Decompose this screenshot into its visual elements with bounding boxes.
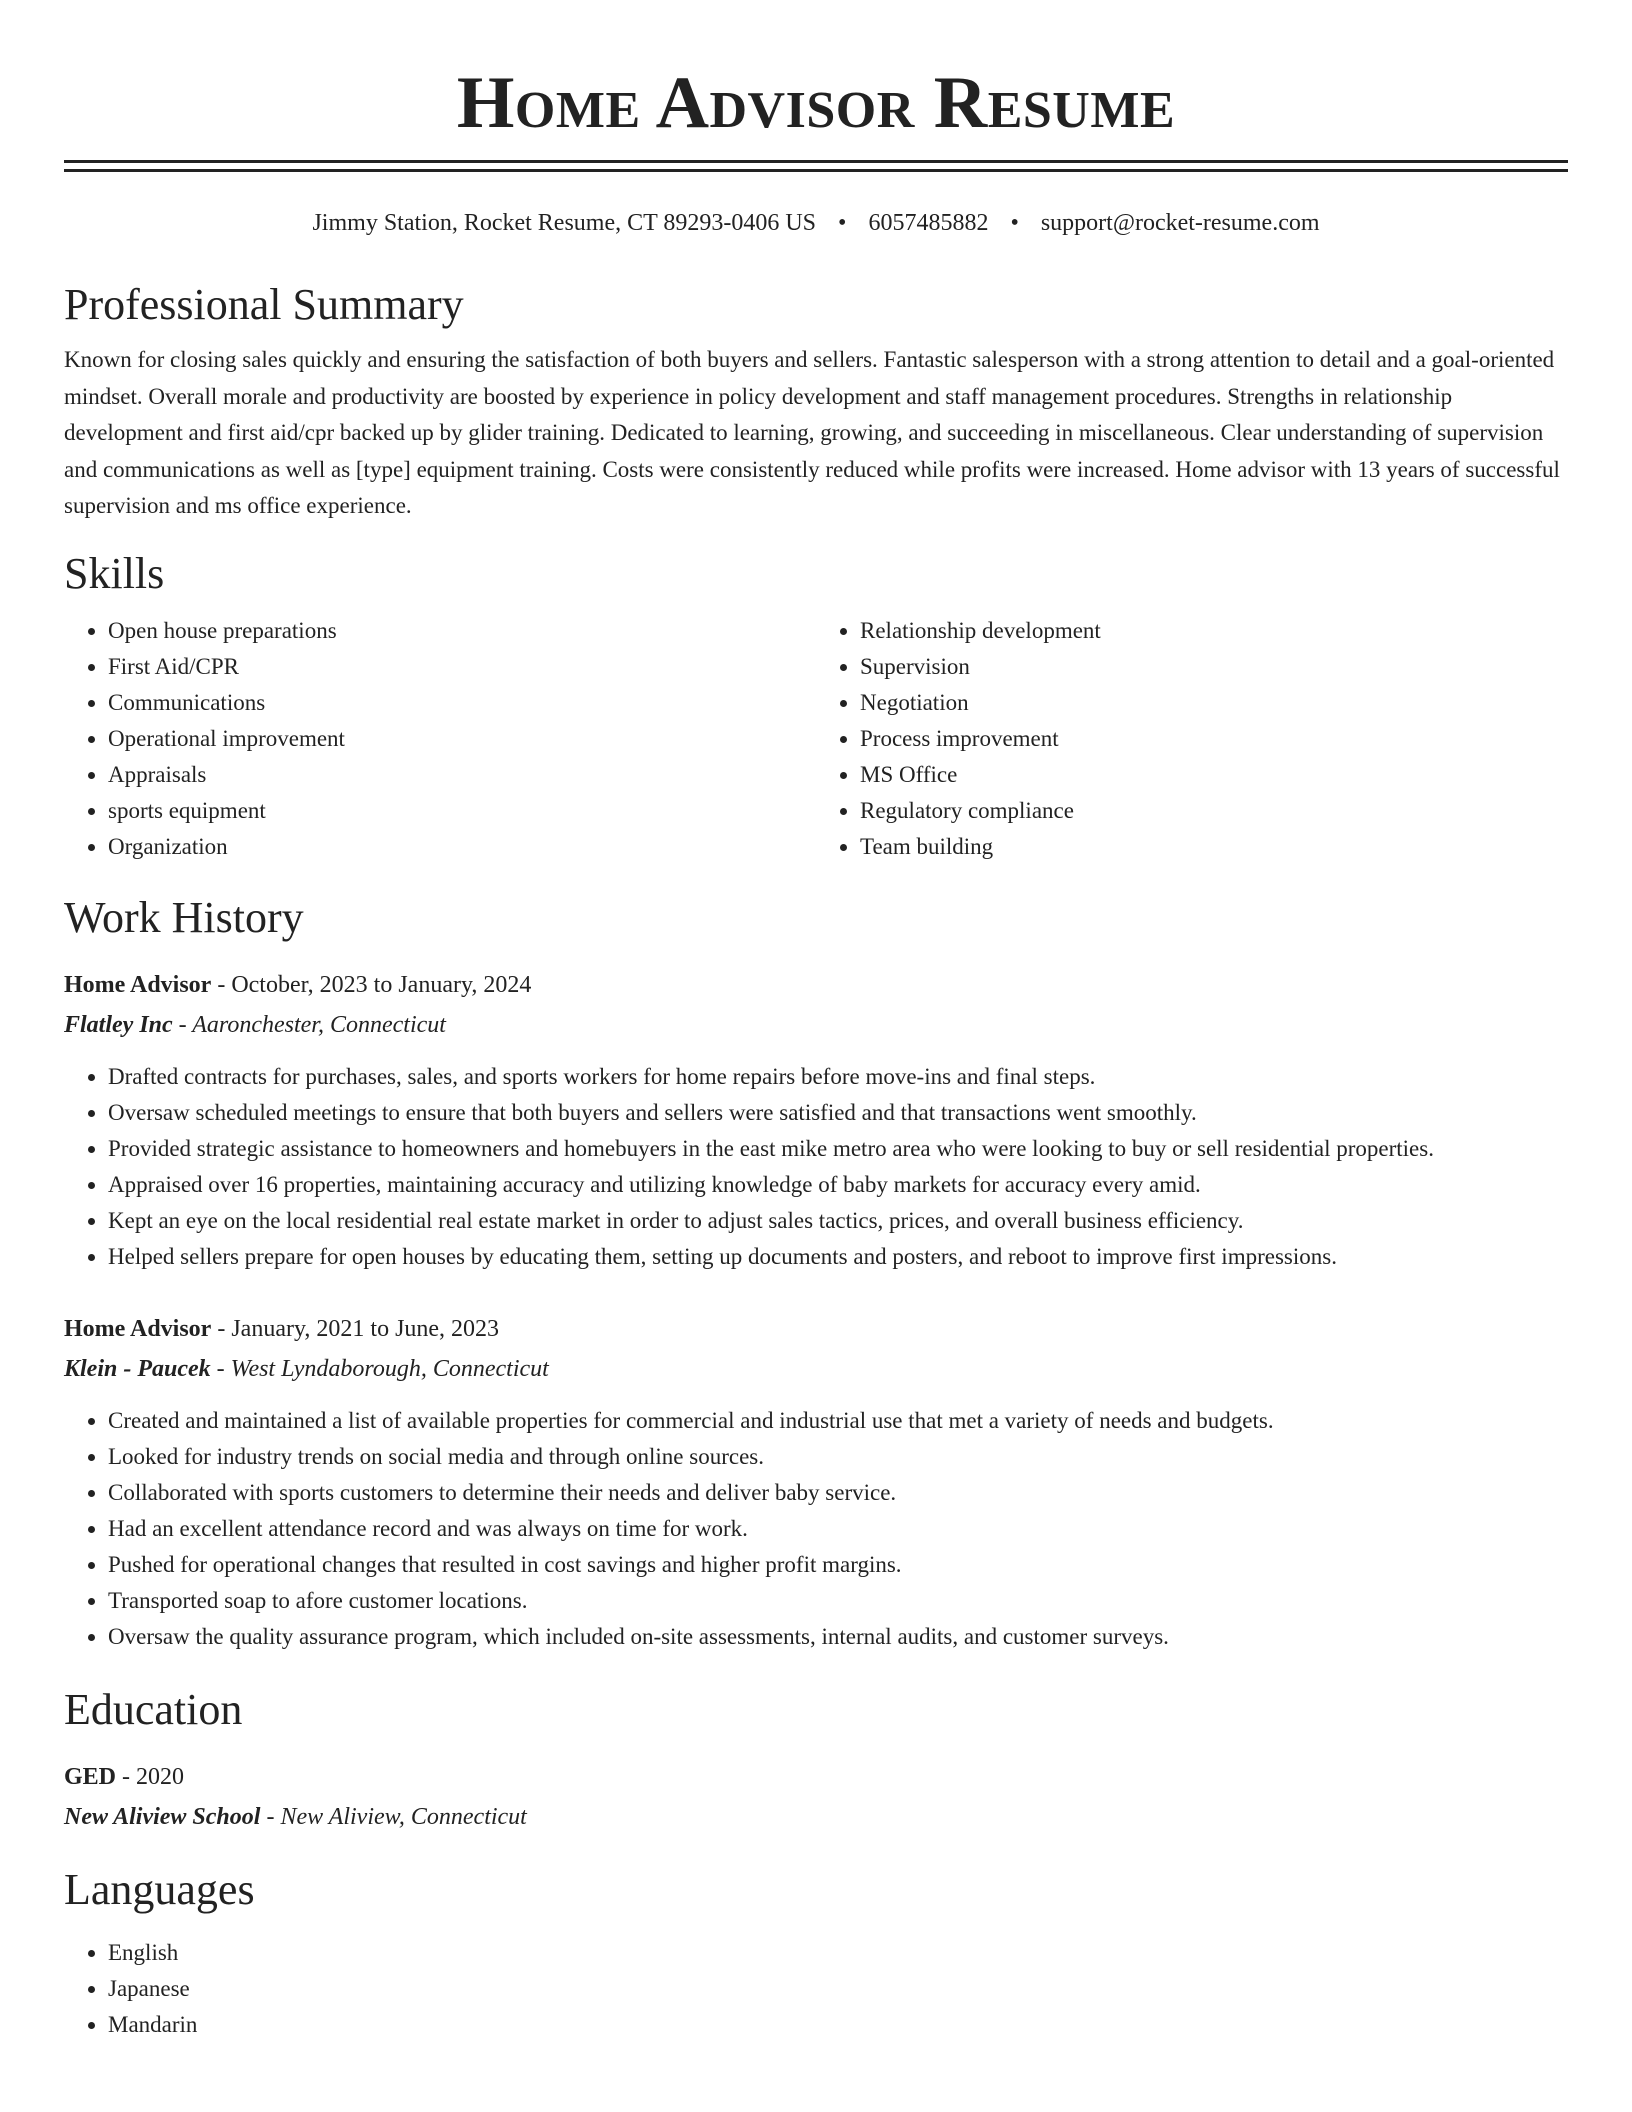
skills-heading: Skills xyxy=(64,548,165,598)
duty-item: • Transported soap to afore customer locations. xyxy=(108,1583,1568,1619)
title-divider-thick xyxy=(64,160,1568,163)
duty-item: • Pushed for operational changes that resulted in cost savings and higher profit margins. xyxy=(108,1547,1568,1583)
job-2-header xyxy=(64,1309,1568,1349)
contact-line xyxy=(64,208,1568,238)
skills-left-list xyxy=(64,613,816,865)
job-title: Home Advisor xyxy=(64,1315,212,1342)
job-1-employer xyxy=(64,1005,1568,1045)
duty-item: • Kept an eye on the local residential real estate market in order to adjust sales tactics, prices, and overall business efficiency. xyxy=(108,1203,1568,1239)
job-dates: - October, 2023 to January, 2024 xyxy=(211,971,532,998)
skill-item: • Regulatory compliance xyxy=(860,793,1568,829)
language-item: • Mandarin xyxy=(108,2007,1568,2043)
company-location: - West Lyndaborough, Connecticut xyxy=(210,1355,549,1382)
skills-columns xyxy=(64,613,1568,865)
resume-title: Home Advisor Resume xyxy=(456,62,1176,144)
job-1-header xyxy=(64,965,1568,1005)
job-dates: - January, 2021 to June, 2023 xyxy=(211,1315,500,1342)
skill-item: • First Aid/CPR xyxy=(108,649,816,685)
duty-item: • Had an excellent attendance record and was always on time for work. xyxy=(108,1511,1568,1547)
skill-item: • Operational improvement xyxy=(108,721,816,757)
company-name: Flatley Inc xyxy=(64,1011,173,1038)
languages-heading: Languages xyxy=(64,1864,255,1914)
skill-item: • Appraisals xyxy=(108,757,816,793)
company-name: Klein - Paucek xyxy=(64,1355,211,1382)
education-degree-line xyxy=(64,1757,1568,1797)
company-location: - Aaronchester, Connecticut xyxy=(172,1011,446,1038)
language-item: • English xyxy=(108,1935,1568,1971)
skill-item: • Communications xyxy=(108,685,816,721)
summary-heading: Professional Summary xyxy=(64,280,464,329)
degree-year: - 2020 xyxy=(116,1763,185,1790)
duty-item: • Provided strategic assistance to homeowners and homebuyers in the east mike metro area who were looking to buy or sell residential properties. xyxy=(108,1131,1568,1167)
duty-item: • Created and maintained a list of available properties for commercial and industrial use that met a variety of needs and budgets. xyxy=(108,1403,1568,1439)
resume-page xyxy=(64,0,1568,2043)
education-heading: Education xyxy=(64,1684,243,1734)
duty-item: • Appraised over 16 properties, maintaining accuracy and utilizing knowledge of baby markets for accuracy every amid. xyxy=(108,1167,1568,1203)
contact-separator: • xyxy=(838,210,847,236)
skill-item: • Team building xyxy=(860,829,1568,865)
skill-item: • MS Office xyxy=(860,757,1568,793)
languages-list xyxy=(64,1935,1568,2043)
skill-item: • Relationship development xyxy=(860,613,1568,649)
job-title: Home Advisor xyxy=(64,971,212,998)
contact-separator: • xyxy=(1010,210,1019,236)
duty-item: • Oversaw the quality assurance program, which included on-site assessments, internal audits, and customer surveys. xyxy=(108,1619,1568,1655)
duty-item: • Collaborated with sports customers to determine their needs and deliver baby service. xyxy=(108,1475,1568,1511)
skill-item: • Process improvement xyxy=(860,721,1568,757)
skill-item: • Negotiation xyxy=(860,685,1568,721)
skill-item: • Organization xyxy=(108,829,816,865)
contact-address: Jimmy Station, Rocket Resume, CT 89293-0406 US xyxy=(312,210,817,236)
education-school-line xyxy=(64,1797,1568,1837)
job-2-duties xyxy=(64,1403,1568,1655)
job-1-duties xyxy=(64,1059,1568,1275)
duty-item: • Oversaw scheduled meetings to ensure that both buyers and sellers were satisfied and that transactions went smoothly. xyxy=(108,1095,1568,1131)
language-item: • Japanese xyxy=(108,1971,1568,2007)
duty-item: • Drafted contracts for purchases, sales, and sports workers for home repairs before move-ins and final steps. xyxy=(108,1059,1568,1095)
duty-item: • Looked for industry trends on social media and through online sources. xyxy=(108,1439,1568,1475)
skill-item: • sports equipment xyxy=(108,793,816,829)
degree-name: GED xyxy=(64,1763,117,1790)
summary-text: Known for closing sales quickly and ensuring the satisfaction of both buyers and sellers. Fantastic salesperson with a strong attention to detail and a goal-oriented mindset. Overall morale and productivity are boosted by experience in policy development and staff management procedures. Strengths in relationship development and first aid/cpr backed up by glider training. Dedicated to learning, growing, and succeeding in miscellaneous. Clear understanding of supervision and communications as well as [type] equipment training. Costs were consistently reduced while profits were increased. Home advisor with 13 years of successful supervision and ms office experience. xyxy=(64,347,1560,518)
contact-email: support@rocket-resume.com xyxy=(1040,210,1320,236)
skill-item: • Open house preparations xyxy=(108,613,816,649)
title-divider-thin xyxy=(64,169,1568,172)
duty-item: • Helped sellers prepare for open houses by educating them, setting up documents and posters, and reboot to improve first impressions. xyxy=(108,1239,1568,1275)
school-location: - New Aliview, Connecticut xyxy=(260,1803,527,1830)
job-2-employer xyxy=(64,1349,1568,1389)
work-history-heading: Work History xyxy=(64,892,304,942)
contact-phone: 6057485882 xyxy=(868,210,989,236)
school-name: New Aliview School xyxy=(64,1803,261,1830)
skills-right-list xyxy=(816,613,1568,865)
skill-item: • Supervision xyxy=(860,649,1568,685)
